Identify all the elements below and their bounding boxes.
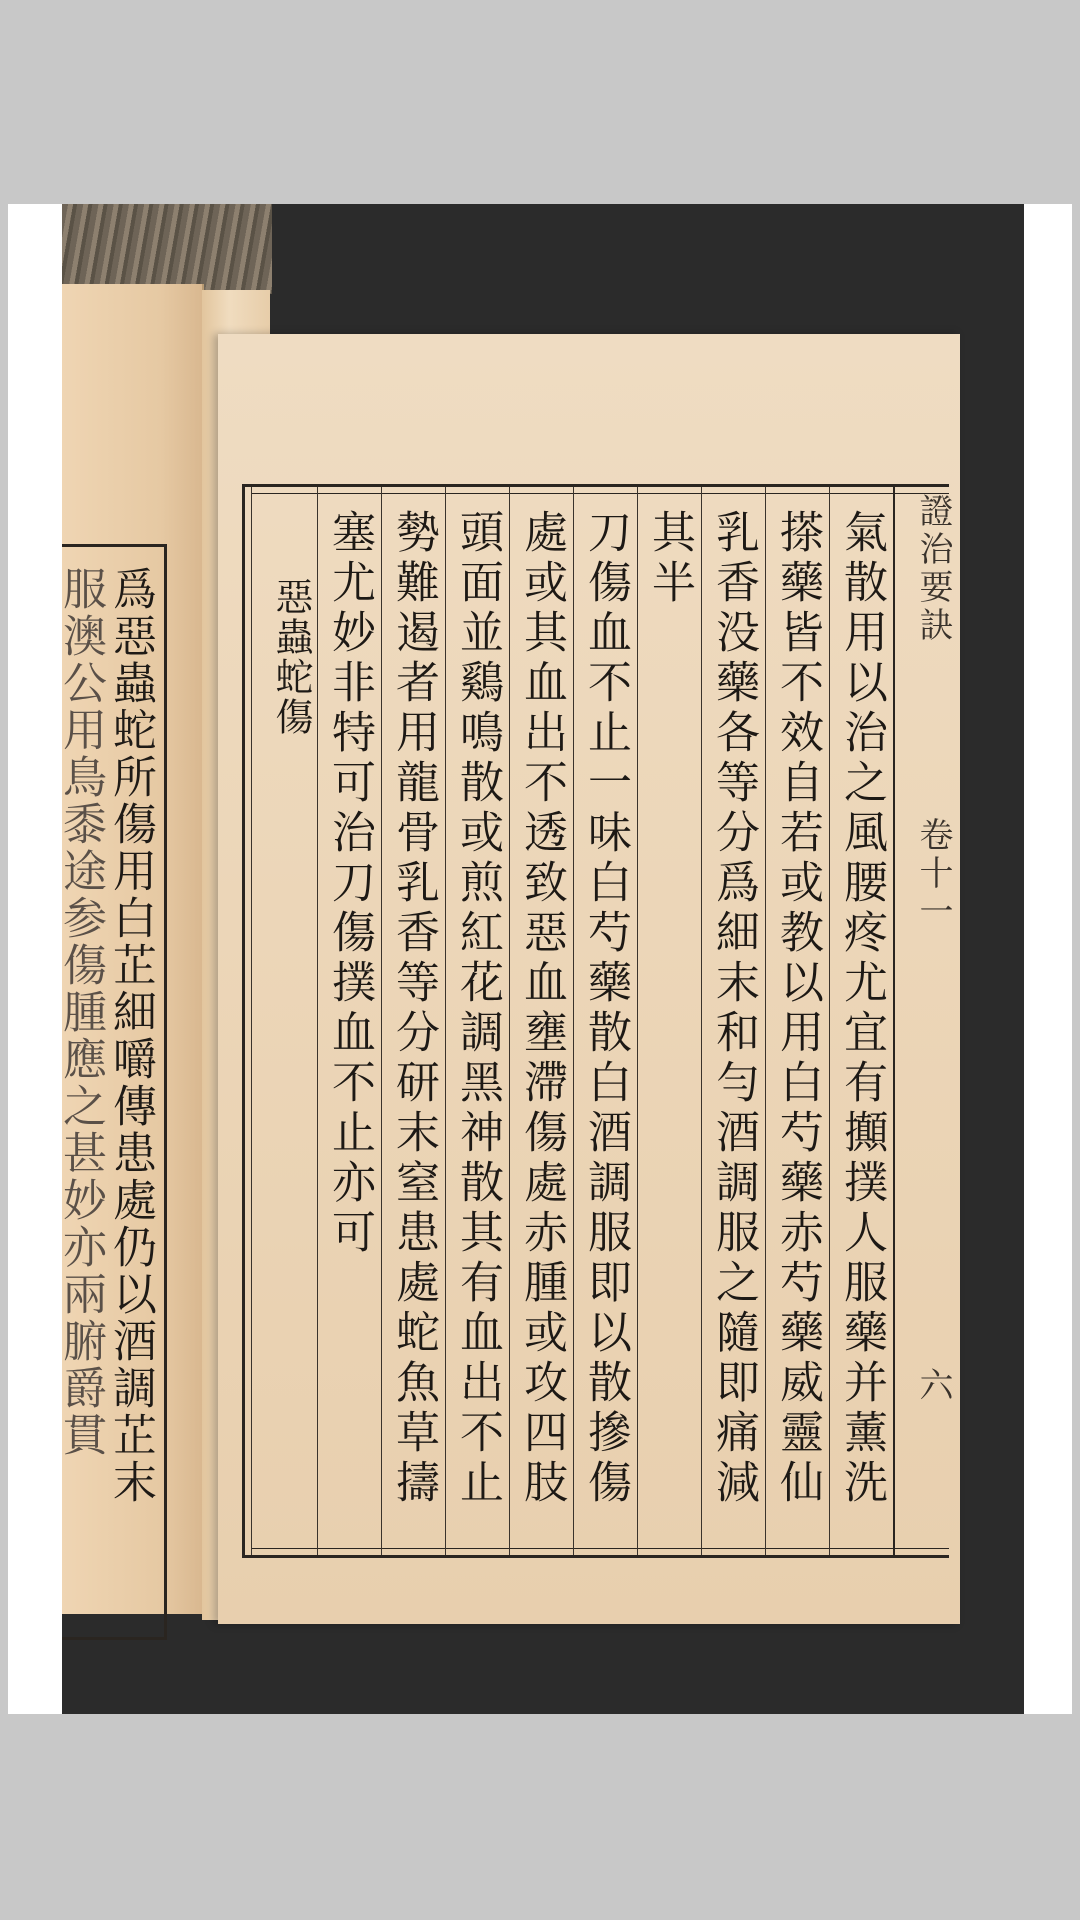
column-text: 搽藥皆不效自若或教以用白芍藥赤芍藥威靈仙 xyxy=(772,509,823,1509)
text-column-1 xyxy=(829,487,892,1555)
text-column-4 xyxy=(637,487,700,1555)
column-text: 其半 xyxy=(644,509,695,609)
left-page xyxy=(55,284,204,1614)
text-column-8 xyxy=(381,487,444,1555)
column-text: 處或其血出不透致惡血壅滯傷處赤腫或攻四肢 xyxy=(516,509,567,1509)
column-text: 頭面並鷄鳴散或煎紅花調黑神散其有血出不止 xyxy=(452,509,503,1509)
book-scan xyxy=(55,204,1024,1714)
image-frame xyxy=(8,204,1072,1714)
page-number: 六 xyxy=(913,1367,953,1401)
section-heading-column xyxy=(251,487,316,1555)
text-column-6 xyxy=(509,487,572,1555)
column-text: 塞尤妙非特可治刀傷撲血不止亦可 xyxy=(324,509,375,1259)
book-binding xyxy=(62,204,272,294)
text-frame xyxy=(242,484,953,1558)
text-column-2 xyxy=(765,487,828,1555)
column-header xyxy=(893,487,951,1555)
text-column-3 xyxy=(701,487,764,1555)
book-title-header: 證治要訣 xyxy=(913,493,953,645)
column-text: 刀傷血不止一味白芍藥散白酒調服即以散摻傷 xyxy=(580,509,631,1509)
text-column-7 xyxy=(445,487,508,1555)
section-heading: 惡蟲蛇傷 xyxy=(269,577,313,737)
column-text: 氣散用以治之風腰疼尤宜有攧撲人服藥并薰洗 xyxy=(836,509,887,1509)
left-page-column-2: 服澳公用鳥黍途参傷腫應之甚妙亦兩腑爵貫 xyxy=(55,566,106,1459)
column-text: 勢難遏者用龍骨乳香等分研末窒患處蛇魚草擣 xyxy=(388,509,439,1509)
text-column-5 xyxy=(573,487,636,1555)
left-page-column-1: 爲惡蟲蛇所傷用白芷細嚼傳患處仍以酒調芷末 xyxy=(105,566,156,1506)
column-text: 乳香没藥各等分爲細末和勻酒調服之隨即痛減 xyxy=(708,509,759,1509)
volume-label: 卷十一 xyxy=(913,817,953,931)
right-page xyxy=(218,334,960,1624)
text-column-9 xyxy=(317,487,380,1555)
